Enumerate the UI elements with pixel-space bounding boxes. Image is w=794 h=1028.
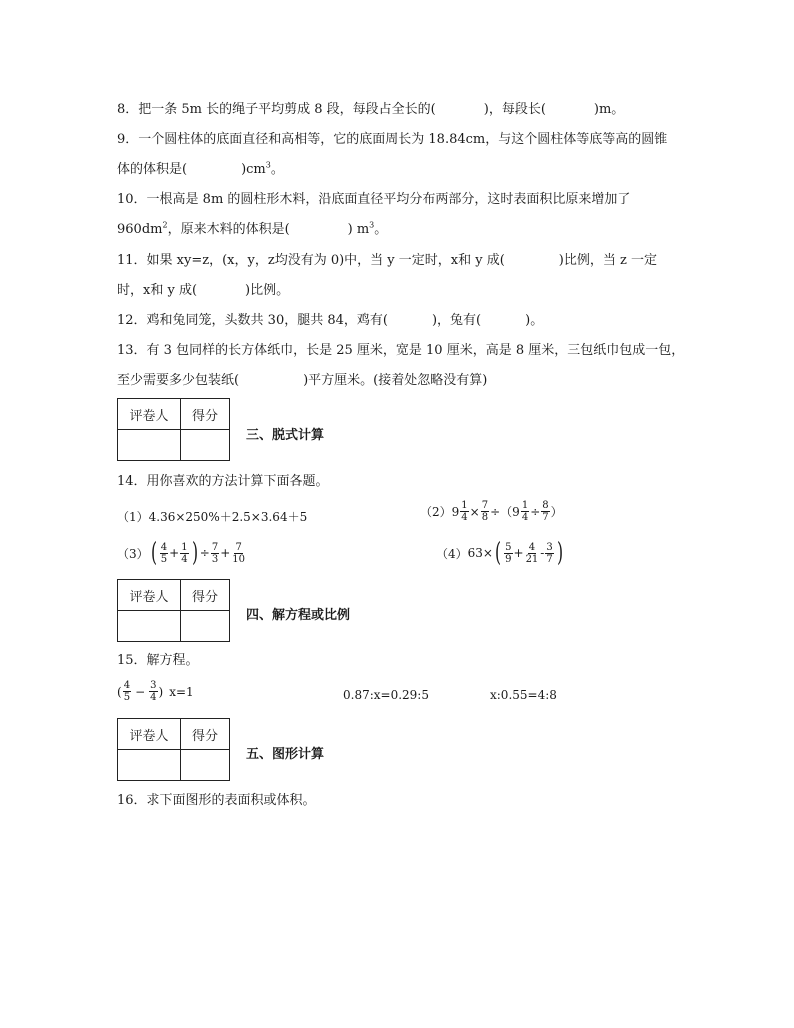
question-9-line1: 9．一个圆柱体的底面直径和高相等，它的底面周长为 18.84cm，与这个圆柱体等底等高的圆锥 xyxy=(117,132,668,147)
question-13-line1: 13．有 3 包同样的长方体纸巾，长是 25 厘米，宽是 10 厘米，高是 8 厘米，三包纸巾包成一包， xyxy=(117,343,685,358)
problem-3: （3） ( $\frac{4}{5}$ + $\frac{1}{4}$ ) ÷ $\frac{7}{3}$ + $\frac{7}{10}$ xyxy=(117,538,245,568)
question-10-line1: 10．一根高是 8m 的圆柱形木料，沿底面直径平均分布两部分，这时表面积比原来增加了 xyxy=(117,192,631,207)
fraction: $\frac{3}{4}$ xyxy=(150,680,157,703)
equation-2: 0.87:x=0.29:5 xyxy=(343,688,429,702)
fraction: $\frac{4}{5}$ xyxy=(160,541,168,565)
question-9-line2: 体的体积是( )$cm^3$。 xyxy=(117,160,284,177)
section-title: 三、脱式计算 xyxy=(246,428,325,443)
mixed-number: 9 $\frac{1}{4}$ xyxy=(512,500,529,523)
grader-cell xyxy=(118,430,181,461)
fraction: $\frac{4}{5}$ xyxy=(123,680,131,703)
fraction: $\frac{5}{9}$ xyxy=(505,541,512,565)
mixed-number: 9 $\frac{1}{4}$ xyxy=(451,500,468,523)
score-cell xyxy=(181,750,230,781)
problem-4: （4） 63× ( $\frac{5}{9}$ + $\frac{4}{21}$ - $\frac{3}{7}$ ) xyxy=(436,538,563,568)
fraction: $\frac{1}{4}$ xyxy=(181,541,188,565)
section-title: 五、图形计算 xyxy=(246,747,325,762)
left-paren: ( xyxy=(150,538,157,568)
score-label: 得分 xyxy=(181,399,230,430)
question-16: 16．求下面图形的表面积或体积。 xyxy=(117,793,316,808)
fraction: $\frac{8}{7}$ xyxy=(542,500,549,523)
question-15-title: 15．解方程。 xyxy=(117,653,199,668)
grader-label: 评卷人 xyxy=(118,580,181,611)
score-cell xyxy=(181,430,230,461)
score-table xyxy=(117,718,230,781)
question-8: 8．把一条 5m 长的绳子平均剪成 8 段，每段占全长的( )，每段长( )m。 xyxy=(117,102,625,117)
question-14-title: 14．用你喜欢的方法计算下面各题。 xyxy=(117,474,329,489)
grader-label: 评卷人 xyxy=(118,719,181,750)
question-11-line2: 时，x和 y 成( )比例。 xyxy=(117,283,290,298)
score-cell xyxy=(181,611,230,642)
grader-cell xyxy=(118,611,181,642)
score-label: 得分 xyxy=(181,580,230,611)
equation-1: ( $\frac{4}{5}$ − $\frac{3}{4}$ ) x=1 xyxy=(117,680,194,703)
fraction: $\frac{7}{8}$ xyxy=(481,500,489,523)
equation-3: x:0.55=4:8 xyxy=(490,688,557,702)
left-paren: ( xyxy=(495,538,502,568)
question-10-line2: $960dm^2$，原来木料的体积是( ) $m^3$。 xyxy=(117,220,388,237)
score-table xyxy=(117,398,230,461)
right-paren: ) xyxy=(556,538,563,568)
fraction: $\frac{7}{3}$ xyxy=(211,541,219,565)
grader-label: 评卷人 xyxy=(118,399,181,430)
right-paren: ) xyxy=(191,538,198,568)
question-11-line1: 11．如果 xy=z，(x，y，z均没有为 0)中，当 y 一定时，x和 y 成( )比例，当 z 一定 xyxy=(117,253,657,268)
question-12: 12．鸡和兔同笼，头数共 30，腿共 84，鸡有( )，兔有( )。 xyxy=(117,313,544,328)
fraction: $\frac{7}{10}$ xyxy=(232,541,245,565)
fraction: $\frac{4}{21}$ xyxy=(525,541,539,565)
score-label: 得分 xyxy=(181,719,230,750)
score-table xyxy=(117,579,230,642)
fraction: $\frac{3}{7}$ xyxy=(546,541,553,565)
grader-cell xyxy=(118,750,181,781)
problem-1: （1） 4.36×250%＋2.5×3.64＋5 xyxy=(117,510,308,524)
problem-2: （2） 9 $\frac{1}{4}$ × $\frac{7}{8}$ ÷ （ 9 $\frac{1}{4}$ ÷ $\frac{8}{7}$ ） xyxy=(420,500,563,523)
section-title: 四、解方程或比例 xyxy=(246,608,351,623)
question-13-line2: 至少需要多少包装纸( )平方厘米。(接着处忽略没有算) xyxy=(117,373,488,388)
